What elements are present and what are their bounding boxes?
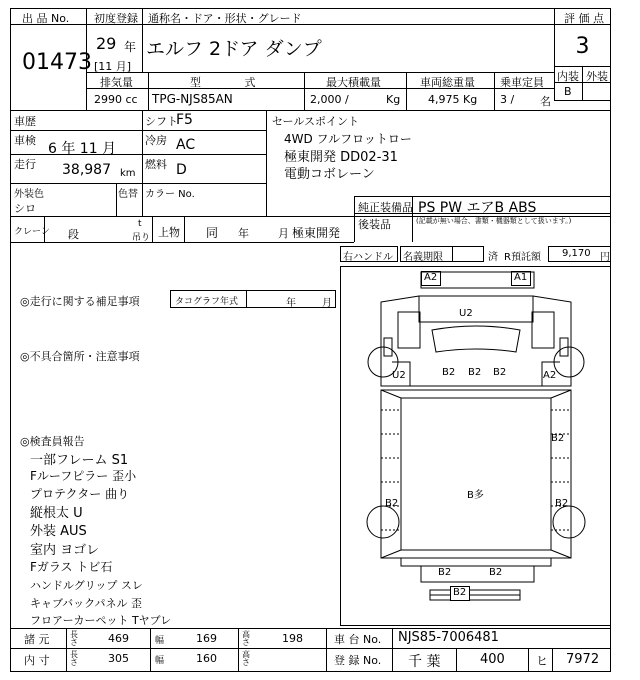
lot-label: 出 品 No. bbox=[22, 12, 70, 25]
mark-rear-bed-left: B2 bbox=[438, 567, 452, 578]
reg-year: 29 bbox=[96, 34, 117, 53]
exterior-label: 外装 bbox=[586, 70, 608, 83]
mark-cab-3: B2 bbox=[493, 367, 507, 378]
chassis-number: NJS85-7006481 bbox=[398, 630, 499, 645]
inner-dim-label: 内 寸 bbox=[24, 654, 50, 667]
inspector-item-5: 外装 AUS bbox=[30, 524, 87, 539]
interior-label: 内装 bbox=[557, 70, 579, 83]
ext-color-value: シロ bbox=[14, 202, 36, 215]
body-month: 月 bbox=[278, 227, 289, 240]
spec-height: 198 bbox=[282, 632, 303, 645]
mark-cab-2: B2 bbox=[468, 367, 482, 378]
mark-rear-bumper: B2 bbox=[453, 587, 467, 598]
max-load-label: 最大積載量 bbox=[326, 76, 381, 89]
max-load-unit: Kg bbox=[386, 93, 401, 106]
sales-points-label: セールスポイント bbox=[272, 115, 360, 128]
crane-stage: 段 bbox=[68, 228, 79, 241]
first-reg-label: 初度登録 bbox=[94, 12, 138, 25]
fuel-value: D bbox=[176, 162, 187, 178]
mark-rear-left: B2 bbox=[385, 498, 399, 509]
gross-weight-label: 車両総重量 bbox=[420, 76, 475, 89]
aftermarket-label: 後装品 bbox=[358, 218, 391, 231]
recycle-status: 済 bbox=[488, 252, 498, 263]
score-label: 評 価 点 bbox=[564, 12, 604, 25]
gross-weight: 4,975 Kg bbox=[428, 93, 478, 106]
capacity-unit: 名 bbox=[540, 95, 551, 108]
displacement: 2990 cc bbox=[94, 93, 138, 106]
mileage-value: 38,987 bbox=[62, 162, 111, 178]
mileage-label: 走行 bbox=[14, 158, 36, 171]
inspection-label: 車検 bbox=[14, 134, 36, 147]
recycle-unit: 円 bbox=[600, 252, 610, 263]
inspection-value: 6 年 11 月 bbox=[48, 141, 117, 157]
reg-year-unit: 年 bbox=[124, 40, 137, 54]
crane-hang: 吊り bbox=[132, 233, 151, 243]
car-name: エルフ 2ドア ダンプ bbox=[146, 38, 322, 60]
body-maker: 極東開発 bbox=[292, 226, 341, 240]
mark-front-right: A1 bbox=[514, 272, 528, 283]
inspector-item-8: ハンドルグリップ スレ bbox=[30, 579, 143, 592]
spec-len: 469 bbox=[108, 632, 129, 645]
fuel-label: 燃料 bbox=[145, 158, 167, 171]
body-label: 上物 bbox=[158, 226, 180, 239]
aftermarket-note: (記載が無い場合、書類・機器類として扱います。) bbox=[416, 217, 572, 225]
color-no-label: カラー No. bbox=[145, 189, 195, 200]
inner-len: 305 bbox=[108, 652, 129, 665]
body-same: 同 bbox=[206, 226, 219, 240]
mark-right-side: A2 bbox=[543, 370, 557, 381]
model-code-label: 型 式 bbox=[190, 76, 256, 89]
reg-label: 登 録 No. bbox=[334, 654, 382, 667]
equipment-label: 純正装備品 bbox=[358, 201, 413, 214]
mark-rear-right: B2 bbox=[555, 498, 569, 509]
shift-value: F5 bbox=[176, 112, 193, 128]
spec-dim-label: 諸 元 bbox=[24, 633, 50, 646]
inner-width: 160 bbox=[196, 652, 217, 665]
model-header-label: 通称名・ドア・形状・グレード bbox=[148, 12, 302, 25]
steering: 右ハンドル bbox=[343, 252, 393, 263]
history-label: 車歴 bbox=[14, 115, 36, 128]
tacho-year: 年 bbox=[286, 298, 296, 309]
mark-bed-right: B2 bbox=[551, 433, 565, 444]
recycle-label: R預託額 bbox=[504, 252, 541, 263]
mark-left-side: U2 bbox=[392, 370, 406, 381]
inspector-item-1: 一部フレーム S1 bbox=[30, 453, 129, 468]
inner-width-label: 幅 bbox=[155, 656, 165, 666]
mark-cab-1: B2 bbox=[442, 367, 456, 378]
max-load: 2,000 / bbox=[310, 93, 349, 106]
inspector-label: ◎検査員報告 bbox=[20, 435, 85, 448]
mark-roof: U2 bbox=[459, 308, 473, 319]
sales-point-2: 極東開発 DD02-31 bbox=[284, 150, 398, 165]
body-year: 年 bbox=[238, 227, 249, 240]
mark-front-left: A2 bbox=[424, 272, 438, 283]
inspector-item-9: キャブバックパネル 歪 bbox=[30, 597, 142, 610]
ac-label: 冷房 bbox=[145, 134, 167, 147]
spec-width-label: 幅 bbox=[155, 636, 165, 646]
capacity-label: 乗車定員 bbox=[500, 76, 544, 89]
inspector-item-6: 室内 ヨゴレ bbox=[30, 543, 100, 558]
spec-len-label: 長さ bbox=[70, 630, 78, 647]
tacho-label: タコグラフ年式 bbox=[175, 297, 239, 307]
equipment-value: PS PW エアB ABS bbox=[418, 200, 537, 216]
ext-color-label: 外装色 bbox=[14, 189, 44, 200]
reg-month: [11 月] bbox=[94, 60, 132, 73]
reg-number: 7972 bbox=[566, 652, 600, 667]
defects-label: ◎不具合箇所・注意事項 bbox=[20, 350, 140, 363]
reg-kana: ヒ bbox=[536, 654, 549, 668]
reg-class: 400 bbox=[480, 652, 505, 667]
displacement-label: 排気量 bbox=[100, 76, 133, 89]
spec-width: 169 bbox=[196, 632, 217, 645]
color-code-label: 色替 bbox=[118, 189, 138, 200]
inspector-item-7: Fガラス トビ石 bbox=[30, 560, 113, 574]
sales-point-1: 4WD フルフロットロー bbox=[284, 132, 412, 146]
score-value: 3 bbox=[575, 34, 590, 59]
reg-area: 千 葉 bbox=[408, 654, 441, 670]
recycle-amount: 9,170 bbox=[562, 248, 591, 259]
tacho-month: 月 bbox=[322, 298, 332, 309]
name-change-label: 名義期限 bbox=[403, 252, 443, 263]
model-code: TPG-NJS85AN bbox=[152, 92, 233, 106]
crane-ton: t bbox=[138, 219, 142, 229]
spec-height-label: 高さ bbox=[242, 630, 250, 647]
inspector-item-3: プロテクター 曲り bbox=[30, 487, 130, 501]
ac-value: AC bbox=[176, 137, 196, 153]
capacity: 3 / bbox=[500, 93, 515, 106]
mark-bed-center: B多 bbox=[467, 490, 484, 501]
chassis-label: 車 台 No. bbox=[334, 633, 382, 646]
mark-rear-bed-right: B2 bbox=[489, 567, 503, 578]
crane-label: クレーン bbox=[14, 227, 50, 237]
inspector-item-2: Fルーフピラー 歪小 bbox=[30, 469, 137, 483]
sales-point-3: 電動コボレーン bbox=[284, 167, 375, 182]
inspector-item-10: フロアーカーペット Tヤブレ bbox=[30, 614, 172, 627]
lot-number: 01473 bbox=[22, 50, 92, 75]
driving-notes-label: ◎走行に関する補足事項 bbox=[20, 295, 140, 308]
inner-height-label: 高さ bbox=[242, 650, 250, 667]
inner-len-label: 長さ bbox=[70, 650, 78, 667]
inspector-item-4: 縦根太 U bbox=[30, 506, 83, 521]
shift-label: シフト bbox=[145, 115, 178, 128]
mileage-unit: km bbox=[120, 168, 136, 179]
interior-grade: B bbox=[564, 85, 572, 98]
